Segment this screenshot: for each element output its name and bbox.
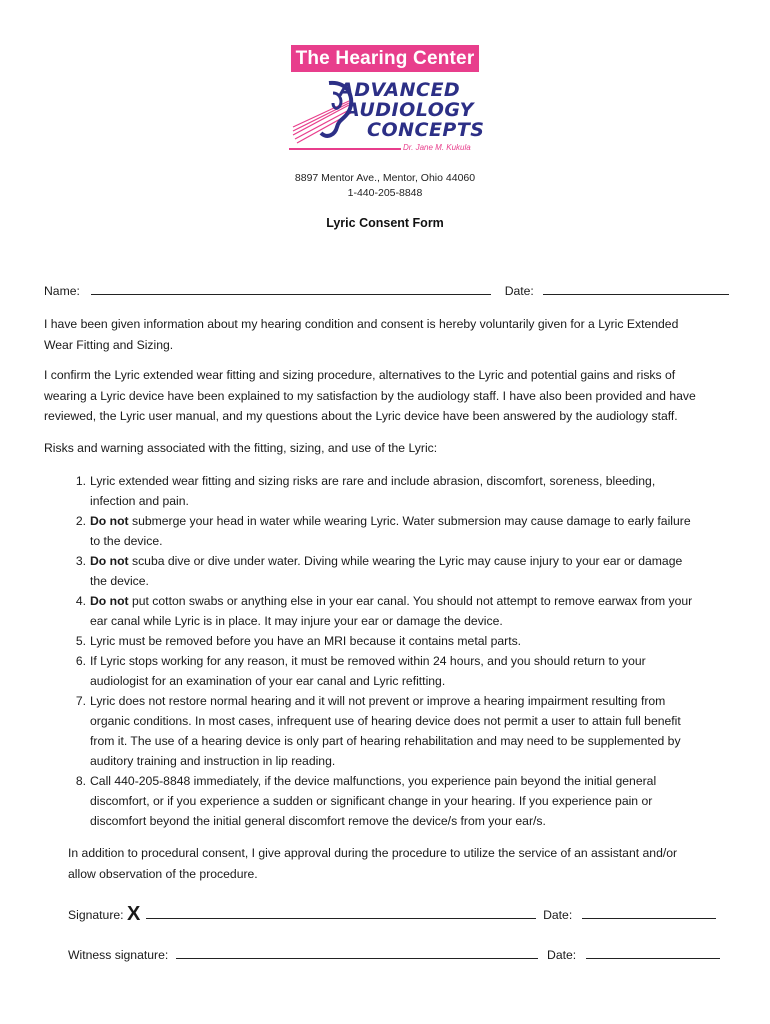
confirmation-paragraph: I confirm the Lyric extended wear fitting and sizing procedure, alternatives to the Lyric and potential gains and risks of wearing a Lyric device have been explained to my satisfaction by the audiology staff. I have also been provided and have reviewed, the Lyric user manual, and my questions about the Lyric device have been answered by the audiology staff. bbox=[44, 368, 696, 423]
signature-label: Signature: bbox=[68, 908, 124, 922]
consent-form-page: The Hearing Center ADVANCED AUDIOLOGY CONCEPTS Dr. Jane M. Kukula 8897 Mentor Ave., Mentor, Ohio 44060 1-440-205-8848 Lyric Consent Form Name: Date: I have been given information about my hearing condition and consent is hereby voluntarily given for a Lyric Extended Wear Fitting and Sizing. I confirm the Lyric extended wear fitting and sizing procedure, alternatives to the Lyric and potential gains and risks of wearing a Lyric device have been explained to my satisfaction by the audiology staff. I have also been provided and have reviewed, the Lyric user manual, and my questions about the Lyric device have been answered by the audiology staff. Risks and warning associated with the fitting, sizing, and use of the Lyric: 1. Lyric extended wear fitting and sizing risks are rare and include abrasion, discomfort, soreness, bleeding, infection and pain. 2. Do not submerge your head in water while wearing Lyric. Water submersion may cause damage to early failure to the device. 3. Do not scuba dive or dive under water. Diving while wearing the Lyric may cause injury to your ear or damage the device. 4. Do not put cotton swabs or anything else in your ear canal. You should not attempt to remove earwax from your ear canal while Lyric is in place. It may injure your ear or damage the device. 5. Lyric must be removed before you have an MRI because it contains metal parts. 6. If Lyric stops working for any reason, it must be removed within 24 hours, and you should return to your audiologist for an examination of your ear canal and Lyric refitting. 7. Lyric does not restore normal hearing and it will not prevent or improve a hearing impairment resulting from organic conditions. In most cases, infrequent use of hearing device does not permit a user to attain full benefit from it. The use of a hearing device is only part of hearing rehabilitation and may need to be supplemented by auditory training and instruction in lip reading. 8. Call 440-205-8848 immediately, if the device malfunctions, you experience pain beyond the initial general discomfort, or if you experience a sudden or significant change in your hearing. If you experience pain or discomfort beyond the initial general discomfort remove the device/s from your ear/s. In addition to procedural consent, I give approval during the procedure to utilize the service of an assistant and/or allow observation of the procedure. Signature: X Date: Witness signature: Date: bbox=[0, 0, 770, 1024]
logo-divider bbox=[289, 148, 401, 150]
signature-date-label: Date: bbox=[543, 908, 573, 922]
logo-word-concepts: CONCEPTS bbox=[367, 119, 485, 141]
form-title: Lyric Consent Form bbox=[326, 216, 444, 230]
logo-word-advanced: ADVANCED bbox=[339, 79, 461, 101]
witness-row bbox=[68, 946, 720, 964]
name-field[interactable] bbox=[91, 282, 491, 295]
witness-date-label: Date: bbox=[547, 948, 577, 962]
risks-heading: Risks and warning associated with the fitting, sizing, and use of the Lyric: bbox=[44, 441, 438, 455]
logo-banner: The Hearing Center bbox=[291, 45, 479, 72]
date-field[interactable] bbox=[543, 282, 729, 295]
clinic-logo bbox=[289, 45, 485, 157]
approval-paragraph: In addition to procedural consent, I give approval during the procedure to utilize the service of an assistant and/or allow observation of the procedure. bbox=[68, 846, 678, 881]
clinic-address: 8897 Mentor Ave., Mentor, Ohio 44060 bbox=[294, 172, 476, 184]
witness-date-field[interactable] bbox=[586, 946, 720, 959]
intro-paragraph: I have been given information about my hearing condition and consent is hereby voluntarily given for a Lyric Extended Wear Fitting and Sizing. bbox=[44, 317, 679, 352]
logo-word-audiology: AUDIOLOGY bbox=[345, 99, 474, 121]
date-label: Date: bbox=[504, 284, 534, 298]
witness-label: Witness signature: bbox=[68, 948, 169, 962]
signature-date-field[interactable] bbox=[582, 906, 716, 919]
clinic-phone: 1-440-205-8848 bbox=[347, 187, 423, 199]
name-label: Name: bbox=[44, 284, 80, 298]
signature-x-mark: X bbox=[126, 903, 141, 925]
signature-field[interactable] bbox=[146, 906, 536, 919]
name-date-row bbox=[44, 282, 729, 300]
logo-doctor-name: Dr. Jane M. Kukula bbox=[403, 143, 471, 152]
witness-signature-field[interactable] bbox=[176, 946, 538, 959]
signature-row bbox=[68, 905, 716, 924]
